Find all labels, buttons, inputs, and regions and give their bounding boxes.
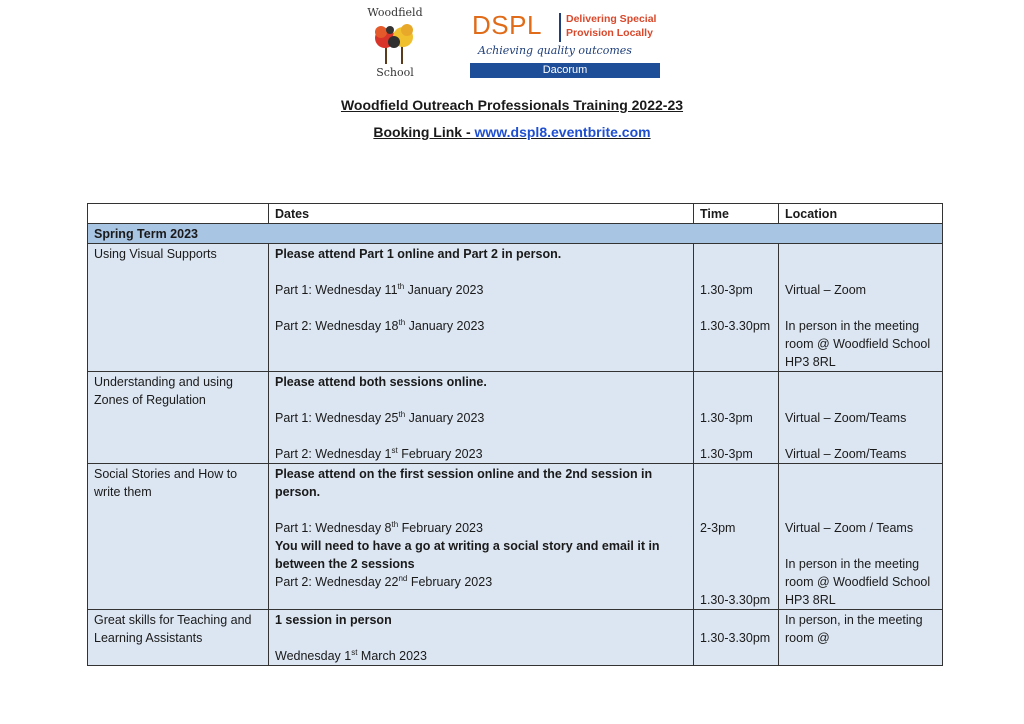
session-time: 1.30-3pm — [700, 447, 753, 461]
session-location: In person, in the meeting room @ — [785, 613, 923, 645]
location-cell — [779, 610, 943, 666]
session-date: Part 1: Wednesday 25th January 2023 — [275, 410, 485, 425]
term-row — [88, 224, 943, 244]
session-time: 1.30-3.30pm — [700, 593, 771, 607]
session-date: Part 2: Wednesday 1st February 2023 — [275, 446, 483, 461]
session-time: 1.30-3pm — [700, 283, 753, 297]
session-note: Please attend on the first session online and the 2nd session in person. — [275, 467, 653, 499]
header-location: Location — [779, 204, 943, 224]
dates-cell — [269, 464, 694, 610]
session-date: Part 1: Wednesday 11th January 2023 — [275, 282, 484, 297]
dates-cell — [269, 610, 694, 666]
session-date: Wednesday 1st March 2023 — [275, 648, 427, 663]
table-row — [88, 610, 943, 666]
woodfield-logo-subtext: School — [376, 66, 414, 79]
table-row — [88, 464, 943, 610]
trees-icon — [372, 20, 418, 66]
session-location: Virtual – Zoom/Teams — [785, 447, 907, 461]
time-cell — [694, 610, 779, 666]
session-note: Please attend both sessions online. — [275, 375, 487, 389]
dspl-logo-tagline: Achieving quality outcomes — [478, 44, 632, 57]
session-note: Please attend Part 1 online and Part 2 in person. — [275, 247, 562, 261]
location-cell — [779, 372, 943, 464]
table-row — [88, 244, 943, 372]
course-name: Understanding and using Zones of Regulation — [88, 372, 269, 464]
dspl-logo — [470, 8, 662, 78]
location-cell — [779, 244, 943, 372]
header-time: Time — [694, 204, 779, 224]
time-cell — [694, 372, 779, 464]
dspl-logo-wordmark: DSPL — [472, 10, 542, 40]
session-time: 1.30-3pm — [700, 411, 753, 425]
dates-cell — [269, 244, 694, 372]
training-schedule-table — [87, 203, 943, 666]
booking-label: Booking Link - — [373, 124, 475, 140]
session-note: You will need to have a go at writing a social story and email it in between the 2 sessions — [275, 539, 660, 571]
woodfield-school-logo — [360, 6, 430, 80]
dspl-logo-line2: Provision Locally — [566, 27, 653, 39]
dspl-logo-line1: Delivering Special — [566, 13, 657, 25]
time-cell — [694, 464, 779, 610]
session-location: In person in the meeting room @ Woodfield School HP3 8RL — [785, 557, 931, 607]
dspl-logo-divider — [559, 13, 561, 42]
location-cell — [779, 464, 943, 610]
table-row — [88, 372, 943, 464]
session-time: 1.30-3.30pm — [700, 631, 771, 645]
dspl-logo-area: Dacorum — [470, 63, 660, 78]
session-location: Virtual – Zoom — [785, 283, 867, 297]
session-date: Part 2: Wednesday 22nd February 2023 — [275, 574, 493, 589]
page-title: Woodfield Outreach Professionals Training 2022-23 — [340, 97, 684, 113]
course-name: Great skills for Teaching and Learning Assistants — [88, 610, 269, 666]
session-note: 1 session in person — [275, 613, 392, 627]
session-location: In person in the meeting room @ Woodfield School HP3 8RL — [785, 319, 931, 369]
header-dates: Dates — [269, 204, 694, 224]
session-date: Part 2: Wednesday 18th January 2023 — [275, 318, 485, 333]
session-date: Part 1: Wednesday 8th February 2023 — [275, 520, 483, 535]
dates-cell — [269, 372, 694, 464]
header-course — [88, 204, 269, 224]
booking-line — [0, 124, 1024, 140]
woodfield-logo-text: Woodfield — [367, 6, 423, 19]
course-name: Social Stories and How to write them — [88, 464, 269, 610]
term-label: Spring Term 2023 — [88, 224, 943, 244]
time-cell — [694, 244, 779, 372]
session-time: 1.30-3.30pm — [700, 319, 771, 333]
course-name: Using Visual Supports — [88, 244, 269, 372]
session-location: Virtual – Zoom/Teams — [785, 411, 907, 425]
table-header-row — [88, 204, 943, 224]
booking-link[interactable]: www.dspl8.eventbrite.com — [474, 124, 651, 140]
session-time: 2-3pm — [700, 521, 736, 535]
session-location: Virtual – Zoom / Teams — [785, 521, 914, 535]
